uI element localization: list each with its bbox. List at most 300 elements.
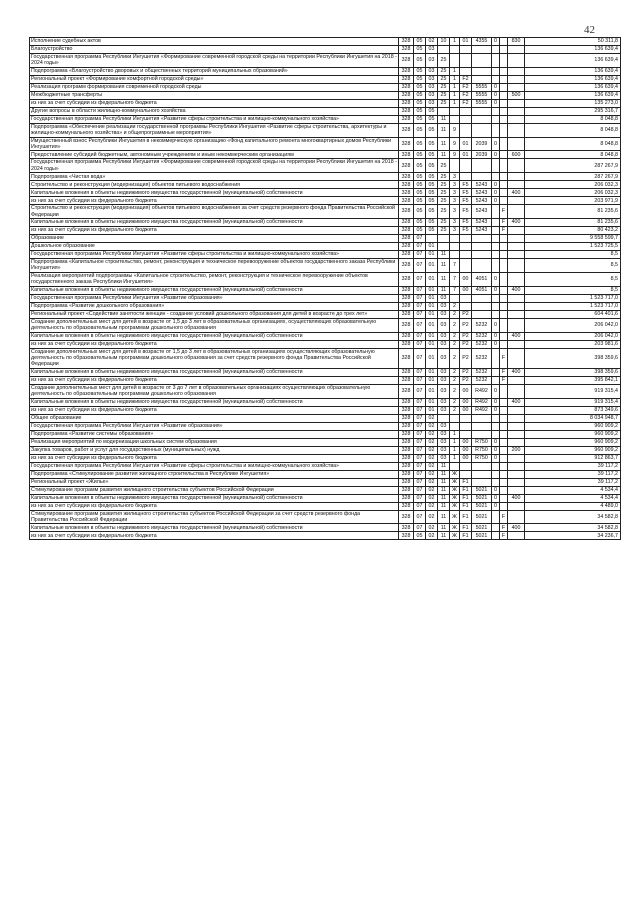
cell-direction: F1 [460,510,472,524]
cell-ministry: 328 [399,302,414,310]
cell-subprogram [450,54,460,68]
cell-project [472,470,492,478]
cell-section: 05 [414,67,426,75]
cell-amount: 203 981,6 [525,340,621,348]
cell-subsection: 02 [426,486,438,494]
cell-direction: 00 [460,406,472,414]
cell-expense-type: 400 [508,398,525,406]
cell-section: 07 [414,243,426,251]
cell-section: 07 [414,478,426,486]
cell-expense-type [508,54,525,68]
cell-direction [460,67,472,75]
cell-ministry: 328 [399,446,414,454]
cell-subsection: 05 [426,107,438,115]
cell-letter [500,478,508,486]
cell-amount: 34 582,8 [525,524,621,532]
cell-section: 05 [414,151,426,159]
cell-code: 0 [492,137,500,151]
table-row [30,422,621,430]
cell-code: 0 [492,398,500,406]
cell-program: 11 [438,286,450,294]
cell-project: 5555 [472,91,492,99]
cell-program: 11 [438,272,450,286]
cell-direction [460,235,472,243]
cell-subsection: 01 [426,294,438,302]
cell-name: Реализация мероприятий по модернизации школьных систем образования [30,438,399,446]
cell-expense-type [508,422,525,430]
cell-direction [460,430,472,438]
cell-program: 11 [438,532,450,540]
table-row [30,414,621,422]
cell-letter [500,502,508,510]
cell-subprogram: 3 [450,173,460,181]
cell-expense-type [508,115,525,123]
cell-ministry: 328 [399,478,414,486]
cell-subsection: 05 [426,219,438,227]
cell-code: 0 [492,83,500,91]
cell-project [472,115,492,123]
cell-program [438,243,450,251]
cell-program: 25 [438,189,450,197]
cell-section: 07 [414,430,426,438]
cell-name: Реализация мероприятий подпрограммы «Капитальное строительство, ремонт, реконструкция и техническое перевооружение объектов государственного заказа Республики Ингушетия» [30,272,399,286]
cell-code [492,159,500,173]
cell-program: 03 [438,302,450,310]
cell-project [472,259,492,273]
cell-code [492,478,500,486]
table-row [30,67,621,75]
cell-name: Общее образование [30,414,399,422]
cell-code [492,123,500,137]
cell-expense-type [508,454,525,462]
cell-amount: 395 842,1 [525,376,621,384]
table-row [30,332,621,340]
cell-amount: 136 639,4 [525,46,621,54]
cell-expense-type [508,235,525,243]
cell-subsection: 01 [426,332,438,340]
cell-amount: 960 909,2 [525,446,621,454]
cell-ministry: 328 [399,123,414,137]
cell-ministry: 328 [399,422,414,430]
cell-project: 5232 [472,376,492,384]
cell-direction: F1 [460,494,472,502]
cell-name: Капитальные вложения в объекты недвижимого имущества государственной (муниципальной) собственности [30,524,399,532]
cell-direction: F1 [460,478,472,486]
cell-direction: 00 [460,438,472,446]
cell-name: Дошкольное образование [30,243,399,251]
cell-letter: F [500,205,508,219]
cell-program: 11 [438,502,450,510]
cell-subprogram: Ж [450,532,460,540]
cell-code [492,294,500,302]
cell-name: Создание дополнительных мест для детей в возрасте от 1,5 до 3 лет в образовательных организациях, осуществляющих образовательную деятельность по образовательным программам дошкольного образования [30,318,399,332]
cell-program: 11 [438,478,450,486]
cell-amount: 398 359,6 [525,368,621,376]
cell-expense-type [508,99,525,107]
cell-ministry: 328 [399,310,414,318]
cell-project [472,54,492,68]
cell-code [492,430,500,438]
cell-expense-type [508,384,525,398]
cell-program: 11 [438,151,450,159]
cell-name: Капитальные вложения в объекты недвижимого имущества государственной (муниципальной) собственности [30,332,399,340]
cell-ministry: 328 [399,272,414,286]
cell-code [492,302,500,310]
cell-subsection: 02 [426,462,438,470]
cell-ministry: 328 [399,430,414,438]
cell-program: 11 [438,494,450,502]
cell-name: Строительство и реконструкция (модернизация) объектов питьевого водоснабжения [30,181,399,189]
table-row [30,294,621,302]
cell-code: 0 [492,197,500,205]
cell-expense-type [508,67,525,75]
cell-direction [460,251,472,259]
cell-ministry: 328 [399,340,414,348]
cell-section: 05 [414,137,426,151]
cell-expense-type [508,510,525,524]
cell-expense-type [508,251,525,259]
cell-project: 5243 [472,189,492,197]
page-number: 42 [584,24,595,36]
cell-name: Благоустройство [30,46,399,54]
cell-subsection: 05 [426,159,438,173]
cell-subsection: 05 [426,173,438,181]
cell-letter [500,46,508,54]
cell-program: 03 [438,430,450,438]
cell-code: 0 [492,189,500,197]
cell-section: 07 [414,368,426,376]
cell-ministry: 328 [399,286,414,294]
cell-amount: 960 909,2 [525,430,621,438]
cell-subsection: 02 [426,414,438,422]
cell-ministry: 328 [399,137,414,151]
cell-expense-type [508,227,525,235]
cell-name: Региональный проект «Жилье» [30,478,399,486]
cell-amount: 136 639,4 [525,75,621,83]
table-row [30,318,621,332]
cell-direction [460,115,472,123]
cell-subsection: 01 [426,348,438,368]
cell-code [492,348,500,368]
cell-code: 0 [492,91,500,99]
table-row [30,302,621,310]
cell-project: 5555 [472,99,492,107]
table-row [30,91,621,99]
cell-letter [500,67,508,75]
cell-code [492,173,500,181]
cell-code [492,115,500,123]
cell-name: Государственная программа Республики Ингушетия «Развитие образования» [30,294,399,302]
cell-expense-type: 400 [508,494,525,502]
cell-direction: 00 [460,384,472,398]
cell-program: 03 [438,422,450,430]
cell-ministry: 328 [399,462,414,470]
cell-program: 03 [438,348,450,368]
table-row [30,286,621,294]
cell-subsection [426,235,438,243]
cell-name: Капитальные вложения в объекты недвижимого имущества государственной (муниципальной) собственности [30,494,399,502]
cell-subprogram: Ж [450,470,460,478]
cell-subprogram: 2 [450,384,460,398]
cell-section: 05 [414,123,426,137]
cell-subsection: 03 [426,75,438,83]
cell-amount: 136 639,4 [525,83,621,91]
cell-subprogram: 1 [450,99,460,107]
cell-subprogram [450,422,460,430]
table-row [30,348,621,368]
cell-letter [500,243,508,251]
cell-program: 10 [438,38,450,46]
cell-subsection: 01 [426,243,438,251]
cell-section: 07 [414,286,426,294]
cell-code [492,227,500,235]
cell-amount: 398 359,6 [525,348,621,368]
cell-expense-type [508,205,525,219]
cell-expense-type: 400 [508,189,525,197]
cell-letter [500,406,508,414]
cell-name: Межбюджетные трансферты [30,91,399,99]
cell-subsection: 05 [426,205,438,219]
cell-subprogram: 1 [450,91,460,99]
table-row [30,486,621,494]
cell-subsection: 03 [426,67,438,75]
cell-direction: P2 [460,310,472,318]
cell-letter: F [500,510,508,524]
cell-direction: F1 [460,524,472,532]
cell-amount: 206 032,3 [525,181,621,189]
cell-project [472,46,492,54]
cell-project [472,75,492,83]
cell-section: 05 [414,107,426,115]
cell-expense-type: 500 [508,91,525,99]
cell-direction: F2 [460,91,472,99]
cell-letter [500,99,508,107]
cell-section: 07 [414,494,426,502]
cell-ministry: 328 [399,454,414,462]
cell-project: 4355 [472,38,492,46]
cell-program: 25 [438,99,450,107]
cell-expense-type: 400 [508,524,525,532]
cell-expense-type [508,181,525,189]
cell-subprogram: 1 [450,454,460,462]
cell-direction: P2 [460,348,472,368]
cell-subprogram: 2 [450,318,460,332]
cell-letter [500,235,508,243]
cell-amount: 287 267,9 [525,173,621,181]
table-row [30,173,621,181]
cell-amount: 39 117,2 [525,478,621,486]
table-row [30,478,621,486]
cell-code [492,251,500,259]
cell-name: Подпрограмма «Капитальное строительство, ремонт, реконструкция и техническое перевооружение объектов государственного заказа Республики Ингушетия» [30,259,399,273]
cell-project: R750 [472,454,492,462]
cell-expense-type [508,376,525,384]
cell-ministry: 328 [399,510,414,524]
table-row [30,532,621,540]
table-row [30,219,621,227]
table-row [30,83,621,91]
cell-amount: 960 909,2 [525,422,621,430]
cell-subprogram: 1 [450,75,460,83]
cell-amount: 39 117,2 [525,462,621,470]
cell-ministry: 328 [399,83,414,91]
cell-direction [460,470,472,478]
cell-subprogram: 3 [450,227,460,235]
cell-expense-type [508,502,525,510]
cell-program [438,46,450,54]
cell-name: Капитальные вложения в объекты недвижимого имущества государственной (муниципальной) собственности [30,189,399,197]
cell-subsection: 03 [426,46,438,54]
cell-project: 2039 [472,137,492,151]
cell-project: 2039 [472,151,492,159]
cell-code: 0 [492,272,500,286]
cell-direction [460,46,472,54]
cell-project: R492 [472,384,492,398]
cell-ministry: 328 [399,107,414,115]
cell-direction: 00 [460,272,472,286]
cell-code [492,470,500,478]
cell-ministry: 328 [399,243,414,251]
table-row [30,243,621,251]
cell-subsection: 02 [426,494,438,502]
cell-letter [500,123,508,137]
cell-section: 07 [414,398,426,406]
cell-section: 05 [414,532,426,540]
cell-section: 05 [414,173,426,181]
cell-letter [500,137,508,151]
cell-ministry: 328 [399,189,414,197]
cell-expense-type [508,83,525,91]
cell-ministry: 328 [399,173,414,181]
cell-ministry: 328 [399,406,414,414]
cell-amount: 1 523 725,5 [525,243,621,251]
cell-program [438,107,450,115]
cell-ministry: 328 [399,251,414,259]
cell-section: 05 [414,54,426,68]
cell-name: Государственная программа Республики Ингушетия «Развитие образования» [30,422,399,430]
cell-code: 0 [492,340,500,348]
cell-letter [500,259,508,273]
cell-code: 0 [492,181,500,189]
table-row [30,462,621,470]
cell-section: 07 [414,486,426,494]
cell-direction [460,173,472,181]
cell-name: Государственная программа Республики Ингушетия «Развитие сферы строительства и жилищно-коммунального хозяйства» [30,462,399,470]
cell-letter: F [500,524,508,532]
cell-subprogram: 3 [450,205,460,219]
table-row [30,151,621,159]
cell-direction: 00 [460,398,472,406]
table-row [30,75,621,83]
cell-amount: 135 273,0 [525,99,621,107]
cell-amount: 912 863,7 [525,454,621,462]
cell-ministry: 328 [399,294,414,302]
cell-direction: P2 [460,340,472,348]
cell-subprogram: 1 [450,430,460,438]
cell-direction: P2 [460,376,472,384]
cell-subsection: 01 [426,259,438,273]
table-row [30,54,621,68]
cell-ministry: 328 [399,46,414,54]
cell-subsection: 02 [426,38,438,46]
cell-subsection: 03 [426,83,438,91]
cell-ministry: 328 [399,384,414,398]
cell-amount: 919 315,4 [525,398,621,406]
cell-name: из них за счет субсидии из федерального бюджета [30,406,399,414]
table-row [30,159,621,173]
cell-ministry: 328 [399,532,414,540]
cell-name: Строительство и реконструкция (модернизация) объектов питьевого водоснабжения за счет средств резервного фонда Правительства Российской Федерации [30,205,399,219]
cell-section: 07 [414,332,426,340]
cell-letter [500,302,508,310]
cell-name: Стимулирование программ развития жилищного строительства субъектов Российской Федерации [30,486,399,494]
cell-name: Подпрограмма «Благоустройство дворовых и общественных территорий муниципальных образований» [30,67,399,75]
cell-code [492,54,500,68]
table-row [30,368,621,376]
cell-program: 11 [438,115,450,123]
cell-amount: 206 032,3 [525,189,621,197]
cell-subprogram: 2 [450,340,460,348]
cell-direction: F1 [460,532,472,540]
cell-program: 11 [438,251,450,259]
cell-direction: F5 [460,227,472,235]
cell-subprogram: 2 [450,376,460,384]
cell-subprogram: 7 [450,286,460,294]
cell-program: 03 [438,368,450,376]
cell-program: 03 [438,310,450,318]
cell-program: 03 [438,446,450,454]
cell-name: из них за счет субсидии из федерального бюджета [30,376,399,384]
cell-code [492,310,500,318]
cell-name: Государственная программа Республики Ингушетия «Развитие сферы строительства и жилищно-коммунального хозяйства» [30,115,399,123]
cell-project: 5243 [472,197,492,205]
cell-code [492,422,500,430]
cell-code: 0 [492,99,500,107]
cell-program: 25 [438,197,450,205]
cell-subsection: 01 [426,368,438,376]
cell-letter [500,151,508,159]
cell-project: 5232 [472,340,492,348]
table-row [30,107,621,115]
cell-expense-type [508,75,525,83]
cell-section: 05 [414,205,426,219]
table-row [30,227,621,235]
cell-project: 5021 [472,494,492,502]
cell-name: из них за счет субсидии из федерального бюджета [30,197,399,205]
cell-subsection: 01 [426,310,438,318]
cell-section: 07 [414,376,426,384]
table-row [30,38,621,46]
cell-name: Создание дополнительных мест для детей в возрасте от 1,5 до 3 лет в образовательных организациях осуществляющих образовательную деятельность по образовательным программам дошкольного образования за счет средств резервного фонда Правительства Российской Федерации [30,348,399,368]
budget-table [29,37,621,540]
cell-expense-type [508,438,525,446]
cell-ministry: 328 [399,376,414,384]
cell-program: 03 [438,332,450,340]
table-row [30,446,621,454]
cell-subsection: 02 [426,524,438,532]
cell-code [492,219,500,227]
cell-code [492,414,500,422]
cell-project: 5232 [472,348,492,368]
cell-subsection: 05 [426,137,438,151]
table-row [30,99,621,107]
cell-letter [500,494,508,502]
cell-subsection: 02 [426,454,438,462]
cell-name: Региональный проект «Содействие занятости женщин - создание условий дошкольного образования для детей в возрасте до трех лет» [30,310,399,318]
cell-name: Государственная программа Республики Ингушетия «Формирование современной городской среды на территории Республики Ингушетия на 2018 - 2024 годы» [31,54,397,67]
cell-amount: 206 042,0 [525,332,621,340]
cell-direction: 01 [460,137,472,151]
